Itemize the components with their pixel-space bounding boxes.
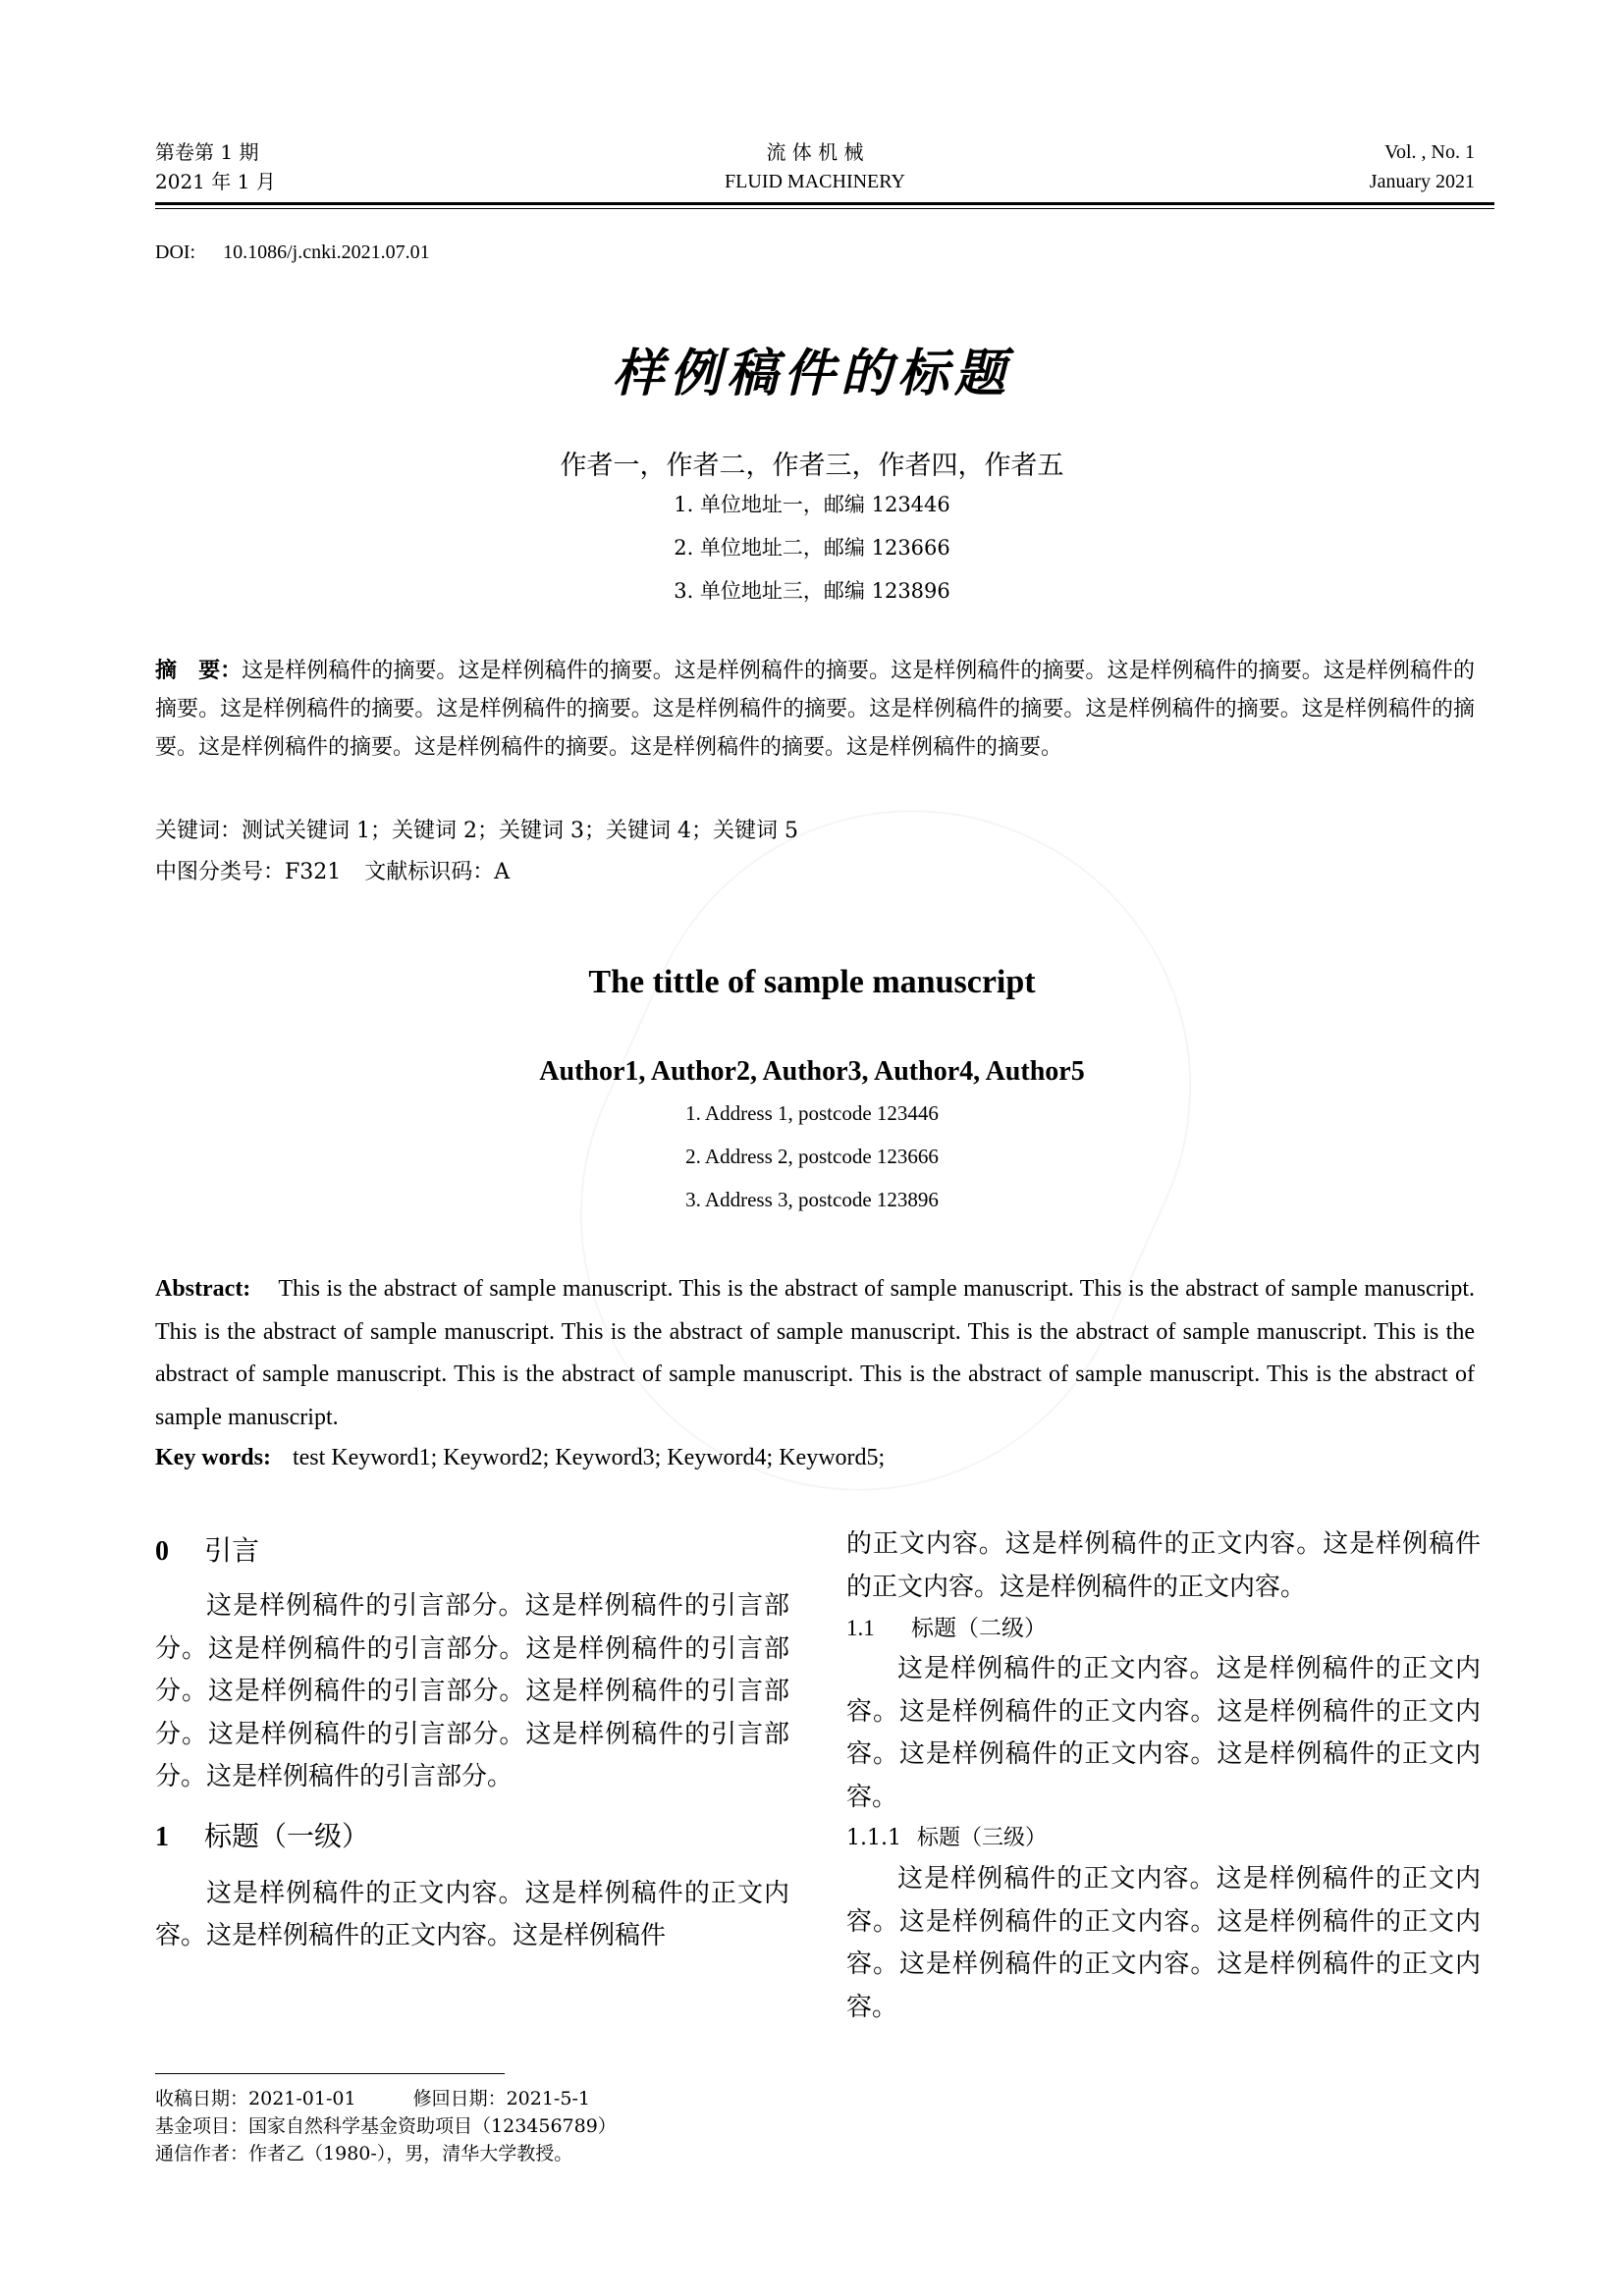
- section-1-number: 1: [155, 1821, 169, 1852]
- section-1-1-title: 标题（二级）: [911, 1616, 1047, 1641]
- keywords-en: [155, 1439, 1475, 1476]
- section-1-1-number: 1.1: [846, 1616, 875, 1640]
- abstract-en-text: This is the abstract of sample manuscript. This is the abstract of sample manuscript. This is the abstract of sample manuscript. This is the abstract of sample manuscript. This is the abstract of sample manuscript. This is the abstract of sample manuscript. This is the abstract of sample manuscript. This is the abstract of sample manuscript. This is the abstract of sample manuscript. This is the abstract of sample manuscript.: [155, 1276, 1475, 1430]
- doi-value: 10.1086/j.cnki.2021.07.01: [223, 241, 430, 263]
- section-1-1-heading: [846, 1609, 1481, 1648]
- header-journal: [155, 137, 1475, 196]
- revised-label: 修回日期：: [412, 2088, 507, 2109]
- section-1-1-1-number: 1.1.1: [846, 1826, 901, 1850]
- section-0-heading: [155, 1527, 789, 1575]
- footnote-rule: [155, 2073, 505, 2074]
- keywords-cn: [155, 815, 1475, 848]
- section-0-title: 引言: [204, 1534, 260, 1567]
- affiliation-cn-2: 2. 单位地址二，邮编 123666: [674, 536, 950, 560]
- body-column-right: [846, 1523, 1481, 2029]
- title-en: The tittle of sample manuscript: [588, 964, 1036, 1000]
- received-date: 2021-01-01: [248, 2088, 356, 2109]
- fund-text: 国家自然科学基金资助项目（123456789）: [248, 2115, 617, 2137]
- title-cn: 样例稿件的标题: [612, 344, 1011, 403]
- abstract-cn-label: 摘 要：: [155, 659, 243, 683]
- header-rule-thin: [155, 208, 1494, 209]
- section-1-heading: [155, 1813, 789, 1861]
- header-rule-thick: [155, 202, 1494, 205]
- abstract-cn-text: 这是样例稿件的摘要。这是样例稿件的摘要。这是样例稿件的摘要。这是样例稿件的摘要。这是样例稿件的摘要。这是样例稿件的摘要。这是样例稿件的摘要。这是样例稿件的摘要。这是样例稿件的摘要。这是样例稿件的摘要。这是样例稿件的摘要。这是样例稿件的摘要。这是样例稿件的摘要。这是样例稿件的摘要。这是样例稿件的摘要。这是样例稿件的摘要。: [155, 659, 1475, 760]
- footnote-dates: [155, 2085, 590, 2112]
- authors-en: Author1, Author2, Author3, Author4, Author5: [539, 1056, 1085, 1087]
- running-header: [155, 137, 1475, 196]
- keywords-en-label: Key words:: [155, 1445, 271, 1470]
- affiliation-en-3: 3. Address 3, postcode 123896: [685, 1188, 939, 1211]
- section-1-paragraph-continued: 的正文内容。这是样例稿件的正文内容。这是样例稿件的正文内容。这是样例稿件的正文内容。: [846, 1529, 1481, 1602]
- header-journal-cn: 流 体 机 械: [766, 140, 864, 164]
- keywords-en-text: test Keyword1; Keyword2; Keyword3; Keyword4; Keyword5;: [292, 1445, 886, 1470]
- section-1-paragraph: 这是样例稿件的正文内容。这是样例稿件的正文内容。这是样例稿件的正文内容。这是样例稿件: [155, 1878, 789, 1950]
- header-month-line: January 2021: [1369, 171, 1475, 192]
- body-column-left: [155, 1527, 789, 1958]
- corresponding-text: 作者乙（1980-），男，清华大学教授。: [248, 2143, 573, 2164]
- affiliation-en-1: 1. Address 1, postcode 123446: [685, 1101, 939, 1125]
- section-1-1-1-paragraph: 这是样例稿件的正文内容。这是样例稿件的正文内容。这是样例稿件的正文内容。这是样例稿件的正文内容。这是样例稿件的正文内容。这是样例稿件的正文内容。: [846, 1864, 1481, 2022]
- footnote-fund: [155, 2112, 617, 2140]
- abstract-cn: [155, 652, 1475, 767]
- section-1-1-1-title: 标题（三级）: [917, 1826, 1048, 1850]
- received-label: 收稿日期：: [155, 2088, 249, 2109]
- doi-label: DOI:: [155, 241, 196, 263]
- affiliation-en-2: 2. Address 2, postcode 123666: [685, 1145, 939, 1168]
- section-1-1-1-heading: [846, 1819, 1481, 1858]
- footnote-corresponding: [155, 2140, 572, 2167]
- section-0-number: 0: [155, 1536, 169, 1567]
- classification-cn: [155, 856, 1475, 889]
- header-date-line: 2021 年 1 月: [155, 170, 276, 193]
- abstract-en: [155, 1268, 1475, 1439]
- doccode-value: A: [494, 860, 511, 884]
- revised-date: 2021-5-1: [506, 2088, 590, 2109]
- section-0-paragraph: 这是样例稿件的引言部分。这是样例稿件的引言部分。这是样例稿件的引言部分。这是样例稿件的引言部分。这是样例稿件的引言部分。这是样例稿件的引言部分。这是样例稿件的引言部分。这是样例稿件的引言部分。这是样例稿件的引言部分。: [155, 1591, 789, 1791]
- authors-cn: 作者一，作者二，作者三，作者四，作者五: [560, 451, 1064, 481]
- header-volume-line: Vol. , No. 1: [1384, 141, 1475, 163]
- class-label: 中图分类号：: [155, 860, 286, 884]
- abstract-en-label: Abstract:: [155, 1276, 251, 1302]
- corresponding-label: 通信作者：: [155, 2143, 249, 2164]
- fund-label: 基金项目：: [155, 2115, 249, 2137]
- keywords-cn-label: 关键词：: [155, 819, 243, 843]
- affiliation-cn-1: 1. 单位地址一，邮编 123446: [674, 493, 950, 516]
- doi-line: [155, 241, 430, 264]
- section-1-1-paragraph: 这是样例稿件的正文内容。这是样例稿件的正文内容。这是样例稿件的正文内容。这是样例稿件的正文内容。这是样例稿件的正文内容。这是样例稿件的正文内容。: [846, 1654, 1481, 1812]
- affiliation-cn-3: 3. 单位地址三，邮编 123896: [674, 579, 950, 603]
- keywords-cn-text: 测试关键词 1；关键词 2；关键词 3；关键词 4；关键词 5: [242, 819, 798, 843]
- doccode-label: 文献标识码：: [364, 860, 495, 884]
- class-value: F321: [285, 860, 342, 884]
- section-1-title: 标题（一级）: [204, 1819, 370, 1852]
- header-issue-line: 第卷第 1 期: [155, 140, 259, 164]
- header-journal-en: FLUID MACHINERY: [725, 171, 905, 192]
- header-volume: [1370, 137, 1475, 196]
